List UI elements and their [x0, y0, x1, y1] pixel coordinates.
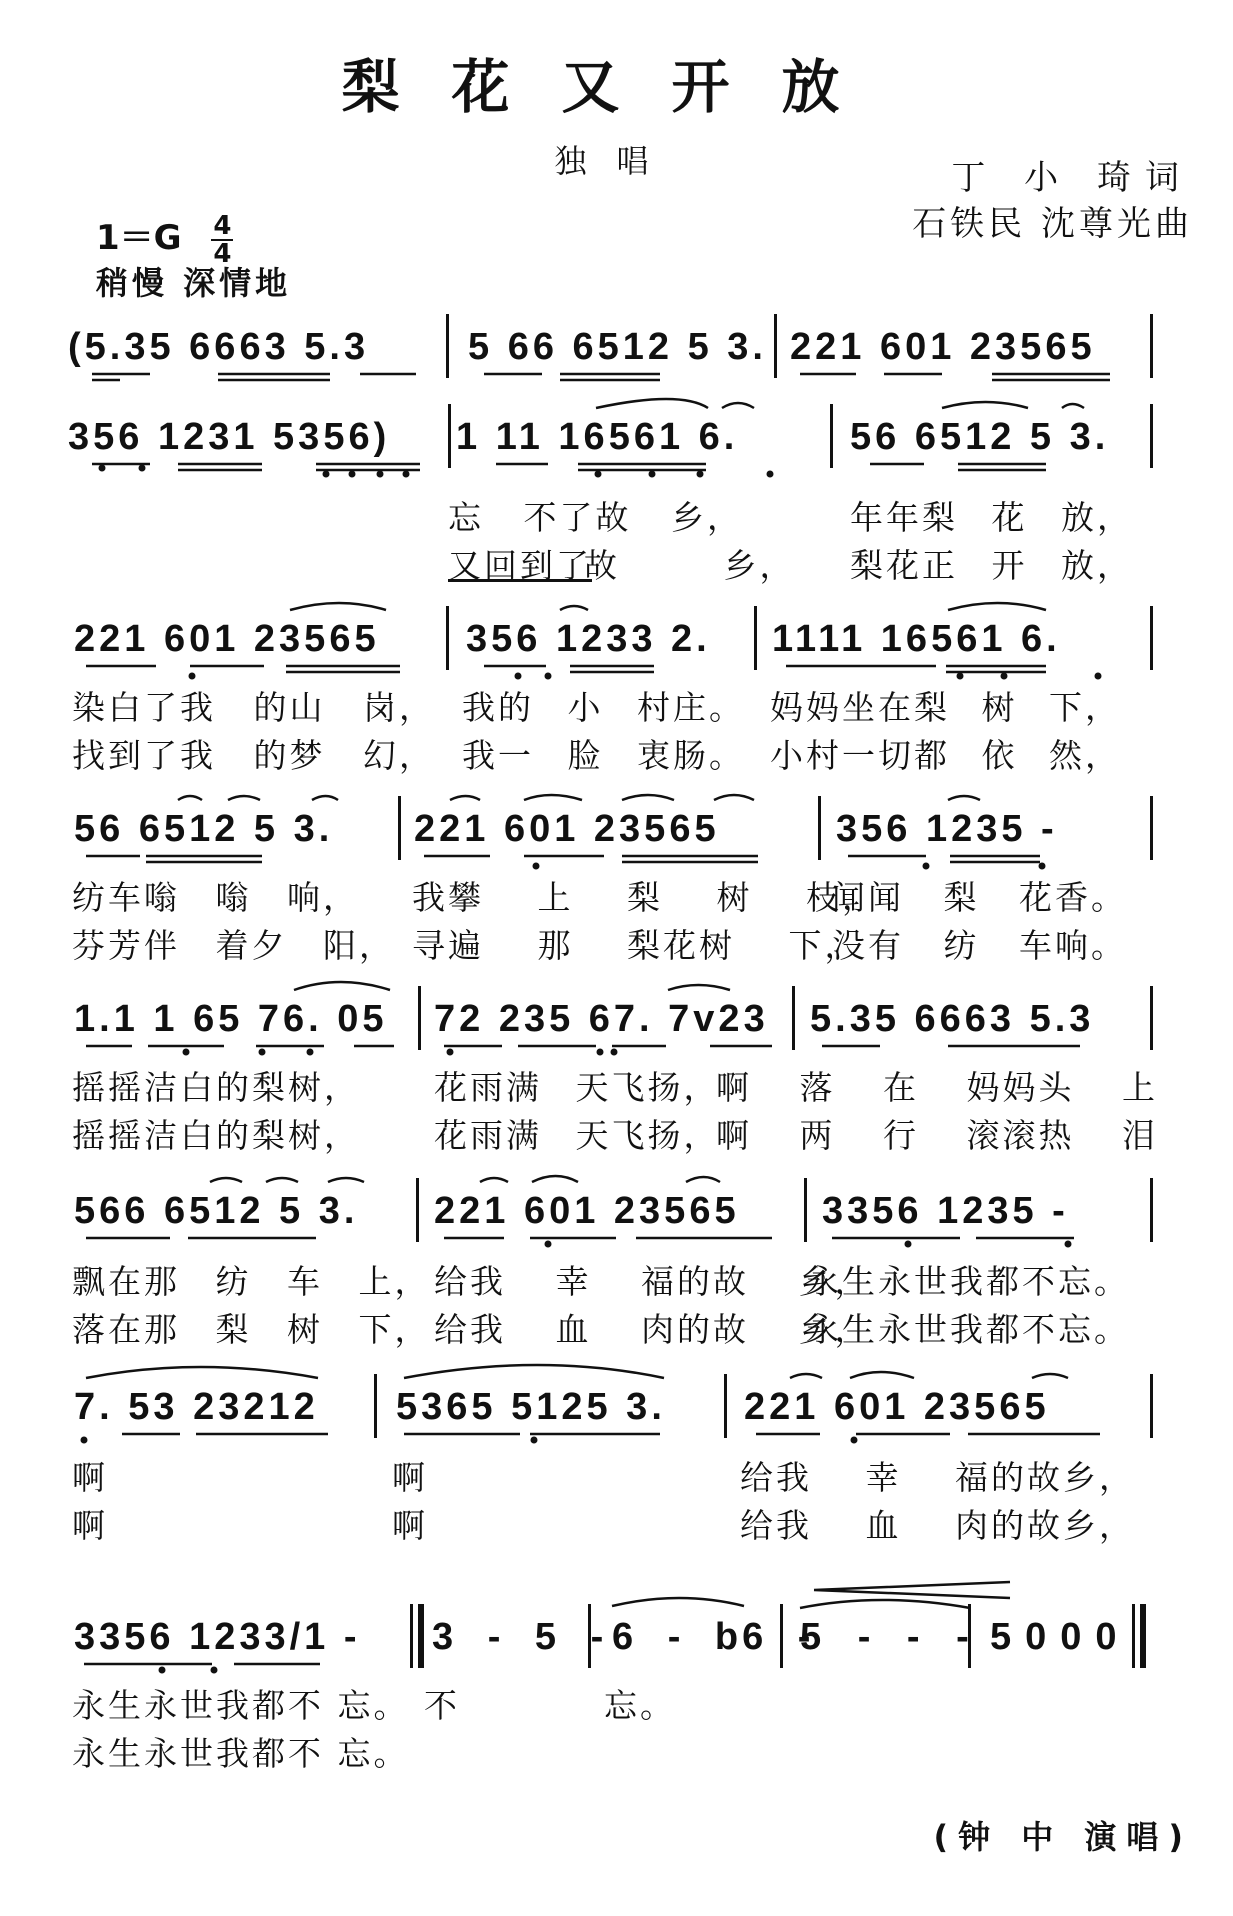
lyric-verse2: 梨花正 开 放，: [850, 546, 1133, 585]
notation-measure: 3356 1235 -: [822, 1190, 1069, 1232]
lyric-verse1: 给我 幸 福的故 乡，: [434, 1262, 871, 1301]
lyric-verse2: 给我 血 肉的故乡，: [740, 1506, 1135, 1545]
notation-measure: 1111 16561 6.: [772, 618, 1061, 660]
time-sig-bottom: 4: [213, 238, 232, 269]
notation-measure: 3 - 5 -: [432, 1616, 608, 1658]
lyric-verse1: 忘。: [604, 1686, 676, 1725]
notation-measure: 56 6512 5 3.: [74, 808, 334, 850]
lyric-verse2: 给我 血 肉的故 乡，: [434, 1310, 871, 1349]
notation-measure: 6 - b6 -: [612, 1616, 815, 1658]
lyric-verse2: 啊: [392, 1506, 428, 1545]
lyric-verse2: 永生永世我都不 忘。: [72, 1734, 410, 1773]
song-title: 梨花又开放: [341, 53, 892, 121]
lyric-verse2: 我一 脸 衷肠。: [462, 736, 745, 775]
notation-measure: (5.35 6663 5.3: [68, 326, 370, 368]
lyric-verse1: 染白了我 的山 岗，: [72, 688, 435, 727]
lyric-verse1: 妈妈坐在梨 树 下，: [770, 688, 1121, 727]
lyric-verse1: 飘在那 纺 车 上，: [72, 1262, 431, 1301]
lyric-verse2: 小村一切都 依 然，: [770, 736, 1121, 775]
lyric-verse1: 我的 小 村庄。: [462, 688, 745, 727]
tempo-marking: 稍慢 深情地: [96, 264, 292, 302]
notation-measure: 356 1235 -: [836, 808, 1058, 850]
lyric-verse2: 摇摇洁白的梨树，: [72, 1116, 360, 1155]
notation-measure: 566 6512 5 3.: [74, 1190, 359, 1232]
notation-measure: 221 601 23565: [414, 808, 720, 850]
lyric-verse1: 啊 落 在 妈妈头 上: [716, 1068, 1158, 1107]
notation-measure: 221 601 23565: [744, 1386, 1050, 1428]
notation-measure: 3356 1233/1 -: [74, 1616, 361, 1658]
lyric-verse1: 花雨满 天飞扬，: [434, 1068, 720, 1107]
performer-credit: (钟 中 演唱): [933, 1818, 1193, 1856]
lyric-verse2: 啊 两 行 滚滚热 泪: [716, 1116, 1158, 1155]
lyric-verse1: 纺车嗡 嗡 响，: [72, 878, 359, 917]
lyric-verse1: 啊: [392, 1458, 428, 1497]
notation-measure: 72 235 67. 7v23: [434, 998, 769, 1040]
lyric-verse1: 我攀 上 梨 树 枝，: [412, 878, 878, 917]
time-sig-top: 4: [213, 210, 232, 241]
notation-measure: 5 - - -: [800, 1616, 973, 1658]
notation-measure: 5000: [990, 1616, 1131, 1658]
lyric-verse2: 永生永世我都不忘。: [806, 1310, 1130, 1349]
notation-measure: 221 601 23565: [434, 1190, 740, 1232]
notation-measure: 356 1231 5356): [68, 416, 391, 458]
lyric-verse1: 年年梨 花 放，: [850, 498, 1133, 537]
lyric-verse1: 不: [424, 1686, 460, 1725]
lyric-verse2: 啊: [72, 1506, 108, 1545]
lyric-verse2: 芬芳伴 着夕 阳，: [72, 926, 395, 965]
lyric-verse1: 忘 不了故 乡，: [448, 498, 743, 537]
notation-measure: 1.1 1 65 76. 05: [74, 998, 388, 1040]
lyric-verse2: 寻遍 那 梨花树 下，: [412, 926, 861, 965]
key-text: 1＝G: [96, 218, 182, 258]
notation-measure: 5.35 6663 5.3: [810, 998, 1095, 1040]
lyric-verse1: 永生永世我都不忘。: [806, 1262, 1130, 1301]
lyricist-credit: 丁 小 琦词: [951, 158, 1193, 198]
notation-measure: 7. 53 23212: [74, 1386, 319, 1428]
lyric-verse1: 给我 幸 福的故乡，: [740, 1458, 1135, 1497]
lyric-verse2: 没有 纺 车响。: [832, 926, 1127, 965]
lyric-verse2: 又回到了: [448, 546, 592, 585]
lyric-verse2: 落在那 梨 树 下，: [72, 1310, 431, 1349]
composer-credit: 石铁民 沈尊光曲: [912, 204, 1193, 244]
song-subtitle: 独唱: [554, 142, 679, 180]
lyric-verse1: 永生永世我都不 忘。: [72, 1686, 410, 1725]
lyric-verse1: 摇摇洁白的梨树，: [72, 1068, 360, 1107]
notation-measure: 56 6512 5 3.: [850, 416, 1110, 458]
lyric-verse2: 故 乡，: [584, 546, 796, 585]
lyric-verse2: 花雨满 天飞扬，: [434, 1116, 720, 1155]
notation-measure: 5 66 6512 5 3.: [468, 326, 767, 368]
notation-measure: 221 601 23565: [790, 326, 1096, 368]
notation-measure: 221 601 23565: [74, 618, 380, 660]
lyric-verse2: 找到了我 的梦 幻，: [72, 736, 435, 775]
notation-measure: 5365 5125 3.: [396, 1386, 666, 1428]
lyric-verse1: 啊: [72, 1458, 108, 1497]
lyric-verse1: 闻闻 梨 花香。: [832, 878, 1127, 917]
notation-measure: 1 11 16561 6.: [456, 416, 739, 458]
notation-measure: 356 1233 2.: [466, 618, 711, 660]
